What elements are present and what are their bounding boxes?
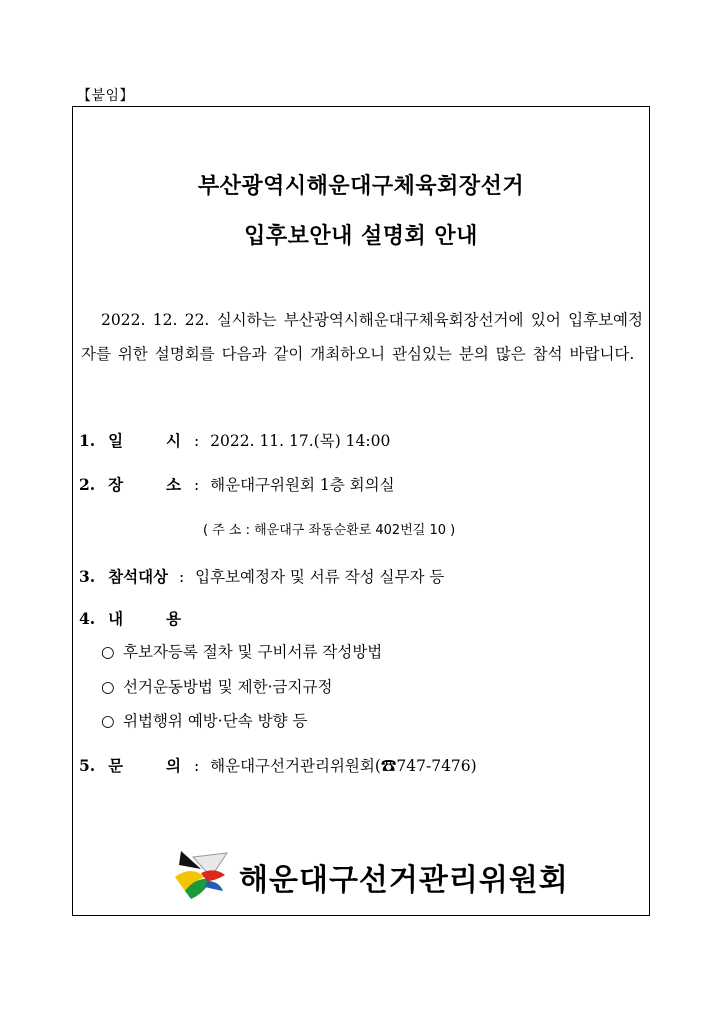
item-value: 입후보예정자 및 서류 작성 실무자 등 bbox=[195, 568, 445, 586]
item-label: 의 bbox=[166, 756, 182, 775]
intro-paragraph: 2022. 12. 22. 실시하는 부산광역시해운대구체육회장선거에 있어 입후보예정자를 위한 설명회를 다음과 같이 개최하오니 관심있는 분의 많은 참석 바랍니다. bbox=[81, 311, 643, 363]
item-separator: : bbox=[193, 476, 200, 494]
content-text: 선거운동방법 및 제한·금지규정 bbox=[123, 678, 333, 696]
item-place bbox=[79, 473, 395, 495]
election-commission-logo-icon bbox=[171, 847, 229, 903]
item-number: 1. bbox=[79, 431, 96, 450]
bullet-icon: ○ bbox=[101, 643, 115, 661]
item-value: 해운대구선거관리위원회(☎747-7476) bbox=[210, 757, 477, 775]
item-separator: : bbox=[178, 568, 185, 586]
item-label: 내 bbox=[108, 609, 124, 628]
commission-name: 해운대구선거관리위원회 bbox=[239, 863, 569, 898]
item-number: 2. bbox=[79, 475, 96, 494]
item-target bbox=[79, 565, 444, 587]
content-list-item bbox=[101, 640, 382, 662]
commission-logo bbox=[171, 847, 571, 907]
title-line-1: 부산광역시해운대구체육회장선거 bbox=[197, 174, 525, 199]
attachment-label: 【붙임】 bbox=[77, 88, 135, 104]
item-label: 참석대상 bbox=[108, 567, 169, 586]
item-date bbox=[79, 429, 390, 451]
item-label: 일 bbox=[108, 431, 124, 450]
item-label: 시 bbox=[166, 431, 182, 450]
item-value: 해운대구위원회 1층 회의실 bbox=[210, 476, 395, 494]
item-content bbox=[79, 607, 181, 629]
item-number: 3. bbox=[79, 567, 96, 586]
content-list-item bbox=[101, 675, 332, 697]
title-line-2: 입후보안내 설명회 안내 bbox=[244, 224, 478, 249]
bullet-icon: ○ bbox=[101, 712, 115, 730]
content-text: 후보자등록 절차 및 구비서류 작성방법 bbox=[123, 643, 383, 661]
address-line: ( 주 소 : 해운대구 좌동순환로 402번길 10 ) bbox=[203, 523, 456, 538]
item-label: 장 bbox=[108, 475, 124, 494]
content-list-item bbox=[101, 709, 307, 731]
item-inquiry bbox=[79, 754, 477, 776]
notice-frame bbox=[72, 106, 650, 916]
item-number: 5. bbox=[79, 756, 96, 775]
content-text: 위법행위 예방·단속 방향 등 bbox=[123, 712, 308, 730]
item-separator: : bbox=[193, 757, 200, 775]
item-label: 용 bbox=[166, 609, 182, 628]
item-label: 문 bbox=[108, 756, 124, 775]
item-separator: : bbox=[193, 432, 200, 450]
bullet-icon: ○ bbox=[101, 678, 115, 696]
item-number: 4. bbox=[79, 609, 96, 628]
item-label: 소 bbox=[166, 475, 182, 494]
item-value: 2022. 11. 17.(목) 14:00 bbox=[210, 432, 391, 450]
